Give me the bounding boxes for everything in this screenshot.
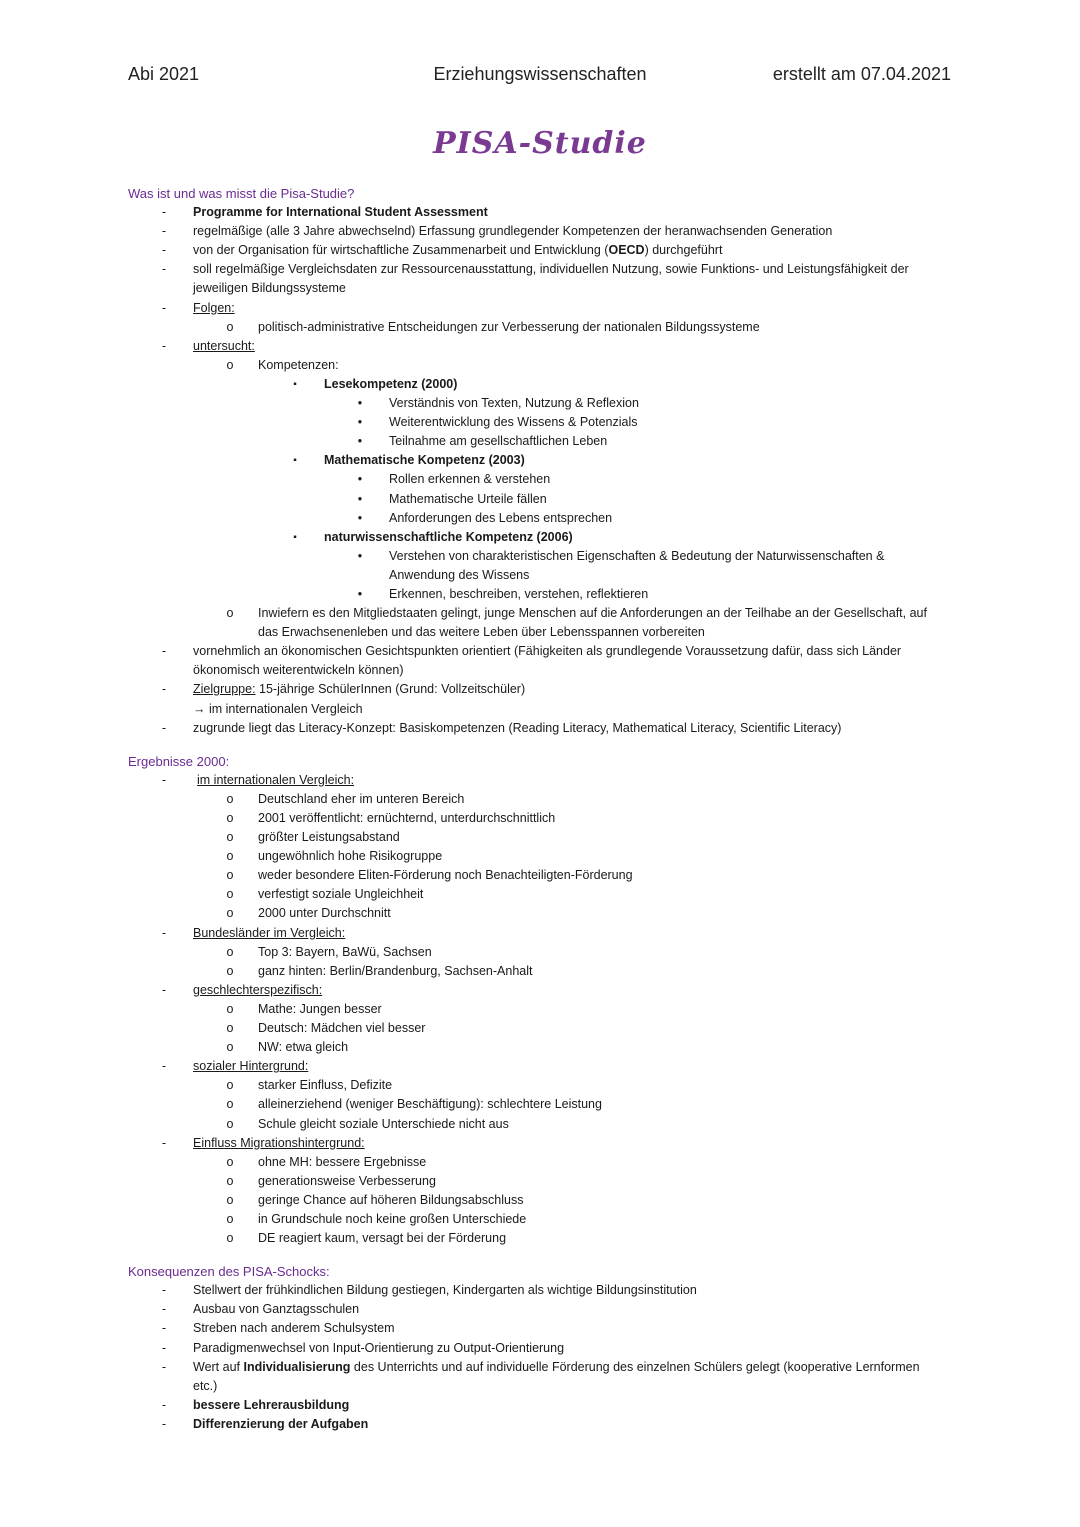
sub-item <box>0 1000 1080 1019</box>
circle-marker: o <box>226 868 234 883</box>
item-text: Deutsch: Mädchen viel besser <box>258 1021 426 1036</box>
item-text-part: ) durchgeführt <box>644 243 723 258</box>
bullet-marker: • <box>357 491 363 506</box>
list-item <box>0 222 1080 241</box>
bullet-marker: • <box>357 472 363 487</box>
detail-item <box>0 470 1080 489</box>
circle-marker: o <box>226 849 234 864</box>
section-heading: Ergebnisse 2000: <box>128 753 230 769</box>
item-text: Anforderungen des Lebens entsprechen <box>389 510 613 525</box>
item-text: Paradigmenwechsel von Input-Orientierung zu Output-Orientierung <box>193 1340 565 1355</box>
item-text: alleinerziehend (weniger Beschäftigung): schlechtere Leistung <box>258 1097 602 1112</box>
item-label: im internationalen Vergleich: <box>197 772 355 787</box>
header-subject: Erziehungswissenschaften <box>433 64 647 84</box>
competence-item <box>0 528 1080 547</box>
item-label: Bundesländer im Vergleich: <box>193 925 346 940</box>
item-text: bessere Lehrerausbildung <box>193 1397 350 1412</box>
arrow-note: → im internationalen Vergleich <box>193 701 363 716</box>
dash-marker: - <box>161 1359 167 1374</box>
sub-item <box>0 1229 1080 1248</box>
list-item <box>0 642 1080 680</box>
circle-marker: o <box>226 830 234 845</box>
sub-item <box>0 943 1080 962</box>
item-text: Deutschland eher im unteren Bereich <box>258 791 465 806</box>
list-item <box>0 260 1080 298</box>
item-text-part: des Unterrichts und auf individuelle Förderung des einzelnen Schülers gelegt (kooperative Lernformen etc.) <box>193 1359 920 1393</box>
sub-item <box>0 356 1080 375</box>
square-marker: ▪ <box>293 531 297 543</box>
item-label: untersucht: <box>193 338 255 353</box>
item-text: verfestigt soziale Ungleichheit <box>258 887 424 902</box>
item-text: generationsweise Verbesserung <box>258 1173 436 1188</box>
list-item <box>0 1281 1080 1300</box>
dash-marker: - <box>161 1397 167 1412</box>
sub-item <box>0 866 1080 885</box>
item-text: Inwiefern es den Mitgliedstaaten gelingt, junge Menschen auf die Anforderungen an der Teilhabe an der Gesellschaft, auf das Erwachsenenleben und das weitere Leben über Lebensspannen vorbereiten <box>258 606 927 640</box>
item-text: Weiterentwicklung des Wissens & Potenzials <box>389 415 638 430</box>
sub-item <box>0 1115 1080 1134</box>
item-text: größter Leistungsabstand <box>258 830 400 845</box>
detail-item <box>0 413 1080 432</box>
item-text-part: Wert auf <box>193 1359 244 1374</box>
item-label: Zielgruppe: <box>193 682 256 697</box>
dash-marker: - <box>161 1283 167 1298</box>
bullet-marker: • <box>357 586 363 601</box>
list-item <box>0 1396 1080 1415</box>
circle-marker: o <box>226 1001 234 1016</box>
bullet-marker: • <box>357 548 363 563</box>
list-item <box>0 1319 1080 1338</box>
item-text: Differenzierung der Aufgaben <box>193 1416 369 1431</box>
sub-item <box>0 962 1080 981</box>
item-text: in Grundschule noch keine großen Unterschiede <box>258 1211 527 1226</box>
circle-marker: o <box>226 1154 234 1169</box>
item-text: politisch-administrative Entscheidungen zur Verbesserung der nationalen Bildungssysteme <box>258 319 760 334</box>
dash-marker: - <box>161 925 167 940</box>
item-label: geschlechterspezifisch: <box>193 982 323 997</box>
circle-marker: o <box>226 1021 234 1036</box>
sub-item <box>0 1019 1080 1038</box>
item-text: Verstehen von charakteristischen Eigenschaften & Bedeutung der Naturwissenschaften & Anwendung des Wissens <box>389 548 885 582</box>
item-text: Lesekompetenz (2000) <box>324 376 458 391</box>
circle-marker: o <box>226 1231 234 1246</box>
detail-item <box>0 490 1080 509</box>
sub-item <box>0 1095 1080 1114</box>
dash-marker: - <box>161 982 167 997</box>
item-text: Teilnahme am gesellschaftlichen Leben <box>389 434 608 449</box>
list-item <box>0 981 1080 1000</box>
item-text: DE reagiert kaum, versagt bei der Förderung <box>258 1231 507 1246</box>
dash-marker: - <box>161 682 167 697</box>
item-text: soll regelmäßige Vergleichsdaten zur Ressourcenausstattung, individuellen Nutzung, sowie Funktions- und Leistungsfähigkeit der jeweiligen Bildungssysteme <box>193 262 909 296</box>
sub-item <box>0 790 1080 809</box>
list-item <box>0 1134 1080 1153</box>
list-item <box>0 1358 1080 1396</box>
item-text: Mathematische Urteile fällen <box>389 491 547 506</box>
circle-marker: o <box>226 1173 234 1188</box>
circle-marker: o <box>226 963 234 978</box>
circle-marker: o <box>226 1211 234 1226</box>
dash-marker: - <box>161 262 167 277</box>
detail-item <box>0 509 1080 528</box>
bullet-marker: • <box>357 415 363 430</box>
header-date: erstellt am 07.04.2021 <box>772 64 951 84</box>
circle-marker: o <box>226 1116 234 1131</box>
list-item <box>0 1415 1080 1434</box>
list-continuation <box>0 700 1080 719</box>
item-text-part: von der Organisation für wirtschaftliche Zusammenarbeit und Entwicklung ( <box>193 243 609 258</box>
sub-item <box>0 1076 1080 1095</box>
item-text: starker Einfluss, Defizite <box>258 1078 393 1093</box>
detail-item <box>0 585 1080 604</box>
item-text: zugrunde liegt das Literacy-Konzept: Basiskompetenzen (Reading Literacy, Mathematical Literacy, Scientific Literacy) <box>193 720 842 735</box>
circle-marker: o <box>226 1078 234 1093</box>
header-left: Abi 2021 <box>128 64 200 84</box>
circle-marker: o <box>226 791 234 806</box>
item-text: Rollen erkennen & verstehen <box>389 472 551 487</box>
square-marker: ▪ <box>293 378 297 390</box>
list-item <box>0 771 1080 790</box>
detail-item <box>0 394 1080 413</box>
item-text: ohne MH: bessere Ergebnisse <box>258 1154 427 1169</box>
item-text <box>193 1358 930 1396</box>
circle-marker: o <box>226 811 234 825</box>
item-text: ganz hinten: Berlin/Brandenburg, Sachsen-Anhalt <box>258 963 533 978</box>
item-label: Einfluss Migrationshintergrund: <box>193 1135 365 1150</box>
item-text: Erkennen, beschreiben, verstehen, reflektieren <box>389 586 649 601</box>
item-text: Streben nach anderem Schulsystem <box>193 1321 395 1336</box>
dash-marker: - <box>161 1135 167 1150</box>
list-item <box>0 299 1080 318</box>
dash-marker: - <box>161 224 167 239</box>
sub-item <box>0 809 1080 828</box>
dash-marker: - <box>161 720 167 735</box>
sub-item <box>0 1191 1080 1210</box>
item-text: Mathematische Kompetenz (2003) <box>324 453 525 468</box>
circle-marker: o <box>226 906 234 921</box>
item-text: Programme for International Student Assessment <box>193 205 488 220</box>
dash-marker: - <box>161 1416 167 1431</box>
dash-marker: - <box>161 1340 167 1355</box>
item-text: Schule gleicht soziale Unterschiede nicht aus <box>258 1116 509 1131</box>
oecd-bold: OECD <box>608 243 645 258</box>
circle-marker: o <box>226 319 234 334</box>
item-text: ungewöhnlich hohe Risikogruppe <box>258 849 443 864</box>
sub-item <box>0 828 1080 847</box>
circle-marker: o <box>226 1192 234 1207</box>
item-text: Ausbau von Ganztagsschulen <box>193 1302 360 1317</box>
sub-item <box>0 904 1080 923</box>
dash-marker: - <box>161 644 167 659</box>
dash-marker: - <box>161 1059 167 1074</box>
detail-item <box>0 547 1080 585</box>
dash-marker: - <box>161 205 167 220</box>
sub-item <box>0 847 1080 866</box>
list-item <box>0 924 1080 943</box>
circle-marker: o <box>226 357 234 372</box>
item-text: regelmäßige (alle 3 Jahre abwechselnd) Erfassung grundlegender Kompetenzen der heranwachsenden Generation <box>193 224 833 239</box>
sub-item <box>0 1210 1080 1229</box>
dash-marker: - <box>161 338 167 353</box>
sub-item <box>0 1038 1080 1057</box>
section-heading: Konsequenzen des PISA-Schocks: <box>128 1264 330 1280</box>
item-text <box>193 680 930 699</box>
bullet-marker: • <box>357 434 363 449</box>
list-item <box>0 1300 1080 1319</box>
page-title: PISA-Studie <box>433 126 647 161</box>
item-text: Kompetenzen: <box>258 357 339 372</box>
sub-item <box>0 318 1080 337</box>
sub-item <box>0 885 1080 904</box>
list-item <box>0 337 1080 356</box>
dash-marker: - <box>161 1302 167 1317</box>
competence-item <box>0 451 1080 470</box>
item-text: Stellwert der frühkindlichen Bildung gestiegen, Kindergarten als wichtige Bildungsinstitution <box>193 1283 697 1298</box>
sub-item <box>0 1153 1080 1172</box>
circle-marker: o <box>226 887 234 902</box>
item-text: geringe Chance auf höheren Bildungsabschluss <box>258 1192 524 1207</box>
list-item <box>0 241 1080 260</box>
sub-item <box>0 1172 1080 1191</box>
circle-marker: o <box>226 606 234 621</box>
section-heading: Was ist und was misst die Pisa-Studie? <box>128 186 355 201</box>
list-item <box>0 680 1080 699</box>
item-text: naturwissenschaftliche Kompetenz (2006) <box>324 529 573 544</box>
list-item <box>0 203 1080 222</box>
square-marker: ▪ <box>293 455 297 467</box>
item-text: 2001 veröffentlicht: ernüchternd, unterdurchschnittlich <box>258 811 556 825</box>
sub-item <box>0 604 1080 642</box>
list-item <box>0 719 1080 738</box>
dash-marker: - <box>161 300 167 315</box>
bullet-marker: • <box>357 510 363 525</box>
circle-marker: o <box>226 1040 234 1055</box>
bullet-marker: • <box>357 396 363 411</box>
item-text: Top 3: Bayern, BaWü, Sachsen <box>258 944 432 959</box>
item-label: Folgen: <box>193 300 235 315</box>
item-text: Mathe: Jungen besser <box>258 1001 382 1016</box>
dash-marker: - <box>161 772 167 787</box>
competence-item <box>0 375 1080 394</box>
circle-marker: o <box>226 1097 234 1112</box>
item-text-part: 15-jährige SchülerInnen (Grund: Vollzeitschüler) <box>255 682 526 697</box>
item-text: 2000 unter Durchschnitt <box>258 906 391 921</box>
item-text: NW: etwa gleich <box>258 1040 349 1055</box>
item-text: Verständnis von Texten, Nutzung & Reflexion <box>389 396 639 411</box>
circle-marker: o <box>226 944 234 959</box>
dash-marker: - <box>161 243 167 258</box>
item-text: vornehmlich an ökonomischen Gesichtspunkten orientiert (Fähigkeiten als grundlegende Voraussetzung dafür, dass sich Länder ökonomisch weiterentwickeln können) <box>193 644 902 678</box>
item-text: weder besondere Eliten-Förderung noch Benachteiligten-Förderung <box>258 868 633 883</box>
item-label: sozialer Hintergrund: <box>193 1059 309 1074</box>
dash-marker: - <box>161 1321 167 1336</box>
item-text <box>193 241 930 260</box>
document-body <box>0 184 1080 1434</box>
list-item <box>0 1057 1080 1076</box>
individualisierung-bold: Individualisierung <box>243 1359 351 1374</box>
detail-item <box>0 432 1080 451</box>
list-item <box>0 1339 1080 1358</box>
